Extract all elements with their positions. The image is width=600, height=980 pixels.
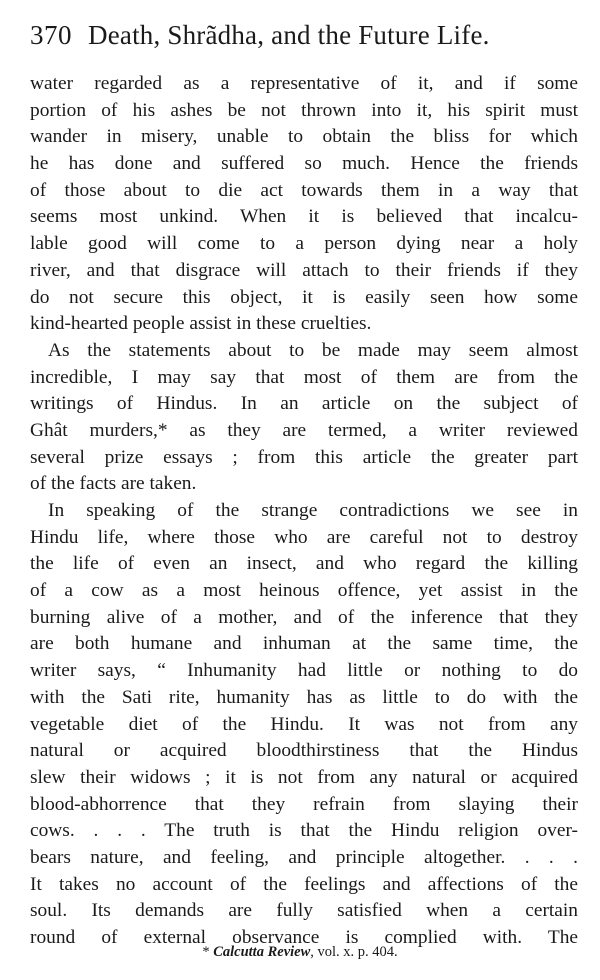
text-line: cows. . . . The truth is that the Hindu religion over- xyxy=(30,820,578,842)
paragraph-1 xyxy=(30,71,578,338)
footnote-reference: , vol. x. p. 404. xyxy=(310,944,398,960)
text-line: lable good will come to a person dying near a holy xyxy=(30,233,578,255)
text-line: Ghât murders,* as they are termed, a writer reviewed xyxy=(30,419,578,441)
page-header xyxy=(30,20,570,56)
running-head: Death, Shrãdha, and the Future Life. xyxy=(88,20,490,50)
text-line: of those about to die act towards them in a way that xyxy=(30,179,578,201)
text-line: round of external observance is complied with. The xyxy=(30,927,578,948)
text-line: of the facts are taken. xyxy=(30,473,197,495)
footnote-marker: * xyxy=(202,944,210,960)
text-line: burning alive of a mother, and of the inference that they xyxy=(30,606,578,628)
text-line: blood-abhorrence that they refrain from slaying their xyxy=(30,793,578,815)
text-line: seems most unkind. When it is believed that incalcu- xyxy=(30,206,578,228)
text-line: vegetable diet of the Hindu. It was not from any xyxy=(30,713,578,735)
page-number: 370 xyxy=(30,20,72,50)
paragraph-3 xyxy=(30,498,578,952)
text-line: bears nature, and feeling, and principle altogether. . . . xyxy=(30,846,578,868)
text-line: slew their widows ; it is not from any natural or acquired xyxy=(30,766,578,788)
text-line: natural or acquired bloodthirstiness that the Hindus xyxy=(30,740,578,762)
text-line: several prize essays ; from this article the greater part xyxy=(30,446,578,468)
text-line: of a cow as a most heinous offence, yet assist in the xyxy=(30,580,578,602)
text-line: In speaking of the strange contradictions we see in xyxy=(48,500,578,521)
text-line: writings of Hindus. In an article on the subject of xyxy=(30,393,578,415)
text-line: incredible, I may say that most of them are from the xyxy=(30,366,578,388)
text-line: do not secure this object, it is easily seen how some xyxy=(30,286,578,308)
text-line: It takes no account of the feelings and affections of the xyxy=(30,873,578,895)
text-line: soul. Its demands are fully satisfied when a certain xyxy=(30,900,578,922)
text-line: As the statements about to be made may seem almost xyxy=(48,339,578,361)
text-line: are both humane and inhuman at the same time, the xyxy=(30,633,578,655)
body-text xyxy=(30,71,578,952)
text-line: wander in misery, unable to obtain the bliss for which xyxy=(30,126,578,148)
text-line: kind-hearted people assist in these cruelties. xyxy=(30,313,372,335)
text-line: water regarded as a representative of it, and if some xyxy=(30,73,578,94)
footnote-source: Calcutta Review xyxy=(213,944,311,960)
text-line: the life of even an insect, and who regard the killing xyxy=(30,553,578,575)
text-line: writer says, “ Inhumanity had little or nothing to do xyxy=(30,660,578,682)
paragraph-2 xyxy=(30,338,578,498)
text-line: river, and that disgrace will attach to their friends if they xyxy=(30,259,578,281)
text-line: with the Sati rite, humanity has as little to do with the xyxy=(30,686,578,708)
text-line: he has done and suffered so much. Hence the friends xyxy=(30,153,578,175)
text-line: Hindu life, where those who are careful not to destroy xyxy=(30,526,578,548)
text-line: portion of his ashes be not thrown into it, his spirit must xyxy=(30,99,578,121)
footnote xyxy=(0,944,600,961)
